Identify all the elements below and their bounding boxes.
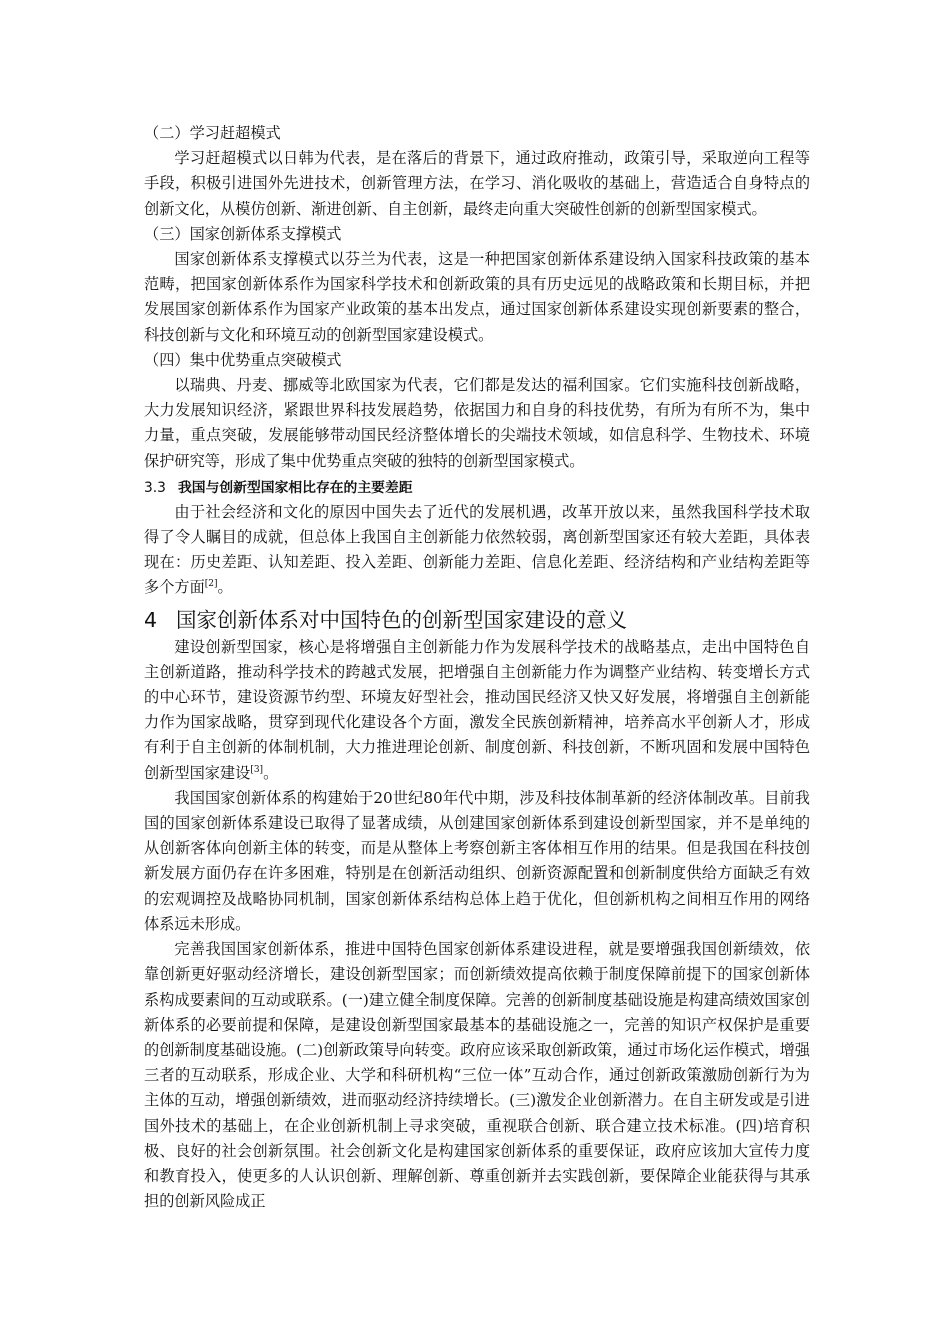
paragraph-significance-2: 我国国家创新体系的构建始于20世纪80年代中期，涉及科技体制革新的经济体制改革。目前我国的国家创新体系建设已取得了显著成绩，从创建国家创新体系到建设创新型国家，并不是单纯的从创新客体向创新主体的转变，而是从整体上考察创新主客体相互作用的结果。但是我国在科技创新发展方面仍存在许多困难，特别是在创新活动组织、创新资源配置和创新制度供给方面缺乏有效的宏观调控及战略协同机制，国家创新体系结构总体上趋于优化，但创新机构之间相互作用的网络体系远未形成。 — [144, 788, 810, 933]
paragraph-gap — [144, 500, 810, 601]
paragraph-significance-3: 完善我国国家创新体系，推进中国特色国家创新体系建设进程，就是要增强我国创新绩效，依靠创新更好驱动经济增长，建设创新型国家；而创新绩效提高依赖于制度保障前提下的国家创新体系构成要素间的互动或联系。(一)建立健全制度保障。完善的创新制度基础设施是构建高绩效国家创新体系的必要前提和保障，是建设创新型国家最基本的基础设施之一，完善的知识产权保护是重要的创新制度基础设施。(二)创新政策导向转变。政府应该采取创新政策，通过市场化运作模式，增强三者的互动联系，形成企业、大学和科研机构“三位一体”互动合作，通过创新政策激励创新行为为主体的互动，增强创新绩效，进而驱动经济持续增长。(三)激发企业创新潜力。在自主研发或是引进国外技术的基础上，在企业创新机制上寻求突破，重视联合创新、联合建立技术标准。(四)培育积极、良好的社会创新氛围。社会创新文化是构建国家创新体系的重要保证，政府应该加大宣传力度和教育投入，使更多的人认识创新、理解创新、尊重创新并去实践创新，要保障企业能获得与其承担的创新风险成正 — [144, 940, 810, 1211]
paragraph-significance-1 — [144, 635, 810, 786]
subsection-heading-3: （三）国家创新体系支撑模式 — [144, 224, 342, 243]
paragraph-text: 建设创新型国家，核心是将增强自主创新能力作为发展科学技术的战略基点，走出中国特色自主创新道路，推动科学技术的跨越式发展，把增强自主创新能力作为调整产业结构、转变增长方式的中心环节，建设资源节约型、环境友好型社会，推动国民经济又快又好发展，将增强自主创新能力作为国家战略，贯穿到现代化建设各个方面，激发全民族创新精神，培养高水平创新人才，形成有利于自主创新的体制机制，大力推进理论创新、制度创新、科技创新，不断巩固和发展中国特色创新型国家建设 — [144, 637, 810, 782]
document-body — [144, 121, 810, 1214]
paragraph-end: 。 — [263, 763, 279, 782]
chapter-title: 国家创新体系对中国特色的创新型国家建设的意义 — [176, 607, 627, 632]
subsection-heading-2: （二）学习赶超模式 — [144, 124, 281, 142]
chapter-heading-4 — [144, 605, 810, 635]
paragraph-end: 。 — [217, 578, 233, 597]
paragraph-text: 由于社会经济和文化的原因中国失去了近代的发展机遇，改革开放以来，虽然我国科学技术取得了令人瞩目的成就，但总体上我国自主创新能力依然较弱，离创新型国家还有较大差距，具体表现在：历史差距、认知差距、投入差距、创新能力差距、信息化差距、经济结构和产业结构差距等多个方面 — [144, 502, 810, 597]
subsection-heading-4: （四）集中优势重点突破模式 — [144, 350, 342, 369]
section-number: 3.3 — [144, 479, 166, 496]
chapter-number: 4 — [144, 607, 158, 632]
section-title: 我国与创新型国家相比存在的主要差距 — [178, 479, 413, 496]
citation-ref: [3] — [250, 764, 264, 775]
paragraph-focused-breakthrough: 以瑞典、丹麦、挪威等北欧国家为代表，它们都是发达的福利国家。它们实施科技创新战略，大力发展知识经济，紧跟世界科技发展趋势，依据国力和自身的科技优势，有所为有所不为，集中力量，重点突破，发展能够带动国民经济整体增长的尖端技术领域，如信息科学、生物技术、环境保护研究等，形成了集中优势重点突破的独特的创新型国家模式。 — [144, 376, 810, 470]
paragraph-innovation-system: 国家创新体系支撑模式以芬兰为代表，这是一种把国家创新体系建设纳入国家科技政策的基本范畴，把国家创新体系作为国家科学技术和创新政策的具有历史远见的战略政策和长期目标，并把发展国家创新体系作为国家产业政策的基本出发点，通过国家创新体系建设实现创新要素的整合，科技创新与文化和环境互动的创新型国家建设模式。 — [144, 250, 810, 344]
section-heading-3-3 — [144, 477, 810, 500]
citation-ref: [2] — [204, 579, 218, 590]
paragraph-learning-catchup: 学习赶超模式以日韩为代表，是在落后的背景下，通过政府推动，政策引导，采取逆向工程等手段，积极引进国外先进技术，创新管理方法，在学习、消化吸收的基础上，营造适合自身特点的创新文化，从模仿创新、渐进创新、自主创新，最终走向重大突破性创新的创新型国家模式。 — [144, 149, 810, 218]
